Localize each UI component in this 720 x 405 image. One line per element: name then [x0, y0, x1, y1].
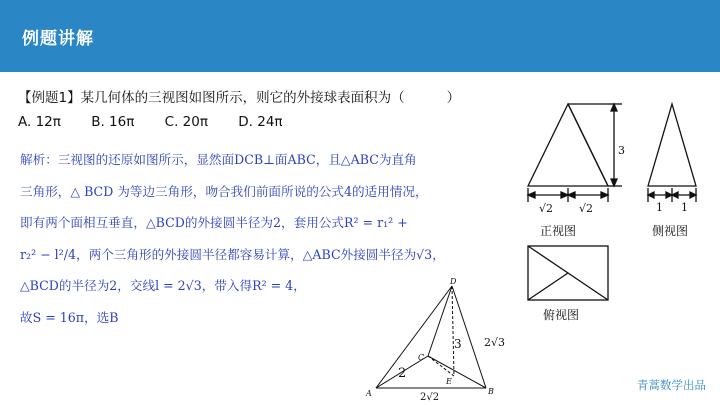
vertex-c: C: [418, 353, 425, 362]
top-view-label: 俯视图: [543, 308, 580, 322]
solution-line: △BCD的半径为2，交线l = 2√3，带入得R² = 4，: [20, 278, 306, 293]
page-title: 例题讲解: [22, 29, 94, 49]
solid-side-label: 2: [398, 366, 407, 381]
brand-footer: 青蒿数学出品: [637, 378, 706, 392]
top-view-figure: [526, 244, 616, 304]
vertex-a: A: [366, 389, 372, 398]
solid-base-label: 2√2: [420, 392, 440, 403]
answer-choices: [18, 114, 309, 130]
side-dim-right: 1: [681, 201, 688, 214]
choice-b: B. 16π: [91, 114, 135, 130]
front-dim-right: √2: [579, 202, 594, 215]
vertex-b: B: [488, 387, 494, 396]
problem-close: ）: [446, 90, 461, 106]
solution-line: r₂² − l²/4，两个三角形的外接圆半径都容易计算，△ABC外接圆半径为√3，: [20, 246, 445, 262]
choice-c: C. 20π: [164, 114, 208, 130]
solution-line: 三角形，△ BCD 为等边三角形，吻合我们前面所说的公式4的适用情况，: [20, 183, 428, 199]
solid-edge-label: 2√3: [484, 336, 506, 349]
header-bar: [0, 0, 720, 72]
solution-line: 即有两个面相互垂直，△BCD的外接圆半径为2，套用公式R² = r₁² +: [20, 215, 408, 230]
problem-tag: 【例题1】: [18, 90, 81, 106]
solid-figure: [362, 276, 522, 404]
front-height-label: 3: [618, 144, 625, 157]
vertex-d: D: [450, 277, 457, 286]
side-view-figure: [642, 98, 712, 216]
vertex-e: E: [446, 377, 452, 386]
front-view-label: 正视图: [540, 224, 577, 238]
choice-a: A. 12π: [18, 114, 61, 130]
side-dim-left: 1: [656, 201, 663, 214]
front-dim-left: √2: [539, 202, 554, 215]
solid-height-label: 3: [454, 337, 462, 351]
side-view-label: 侧视图: [652, 224, 689, 238]
solution-line: 解析：三视图的还原如图所示，显然面DCB⊥面ABC，且△ABC为直角: [20, 152, 417, 167]
problem-statement: [18, 86, 460, 106]
solution-line: 故S = 16π，选B: [20, 309, 119, 325]
front-view-figure: [522, 98, 634, 216]
problem-text: 某几何体的三视图如图所示，则它的外接球表面积为（: [80, 90, 405, 106]
choice-d: D. 24π: [238, 114, 283, 130]
